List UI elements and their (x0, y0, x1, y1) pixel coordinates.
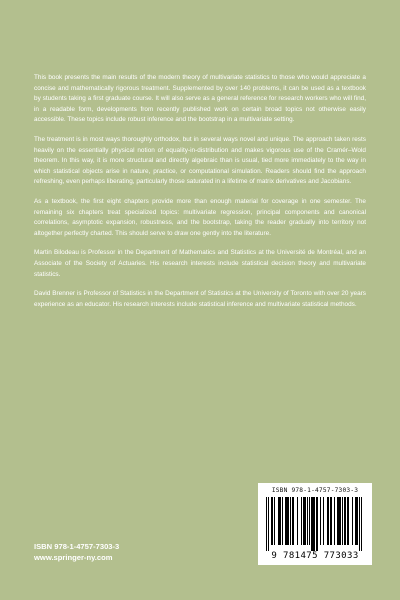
footer-isbn: ISBN 978-1-4757-7303-3 (34, 542, 120, 551)
barcode-bars (266, 497, 364, 549)
barcode-isbn-text: ISBN 978-1-4757-7303-3 (271, 487, 359, 494)
publisher-url: www.springer-ny.com (34, 553, 113, 562)
barcode-space (362, 497, 363, 545)
author-bio-bilodeau: Martin Bilodeau is Professor in the Department of Mathematics and Statistics at the Université de Montréal, and an Associate of the Society of Actuaries. His research interests include statistical decision theory and multivariate statistics. (34, 249, 366, 278)
blurb-paragraph-textbook: As a textbook, the first eight chapters provide more than enough material for coverage in one semester. The remaining six chapters treat specialized topics: multivariate regression, principal components and canonical correlations, asymptotic expansion, robustness, and the bootstrap, taking the reader gradually into territory not altogether perfectly charted. This should serve to draw one gently into the literature. (34, 197, 366, 237)
author-bio-brenner: David Brenner is Professor of Statistics in the Department of Statistics at the University of Toronto with over 20 years experience as an educator. His research interests include statistical inference and multivariate statistical methods. (34, 290, 366, 308)
publisher-footer (34, 541, 119, 563)
barcode-digits: 9 781475 773033 (271, 551, 359, 561)
blurb-paragraph-approach: The treatment is in most ways thoroughly orthodox, but in several ways novel and unique. The approach taken rests heavily on the essentially physical notion of equality-in-distribution and makes vigorous use of the Cramér–Wold theorem. In this way, it is more structural and directly algebraic than is usual, tied more immediately to the way in which statistical objects arise in nature, practice, or computational simulation. Readers should find the approach refreshing, even perhaps liberating, particularly those saturated in a lifetime of matrix derivatives and Jacobians. (34, 135, 366, 186)
barcode (258, 483, 372, 565)
blurb-paragraph-summary: This book presents the main results of the modern theory of multivariate statistics to those who would appreciate a concise and mathematically rigorous treatment. Supplemented by over 140 problems, it can be used as a textbook by students taking a first graduate course. It will also serve as a general reference for research workers who will find, in a readable form, developments from recently published work on certain broad topics not otherwise easily accessible. These topics include robust inference and the bootstrap in a multivariate setting. (34, 74, 366, 124)
blurb (34, 73, 366, 319)
